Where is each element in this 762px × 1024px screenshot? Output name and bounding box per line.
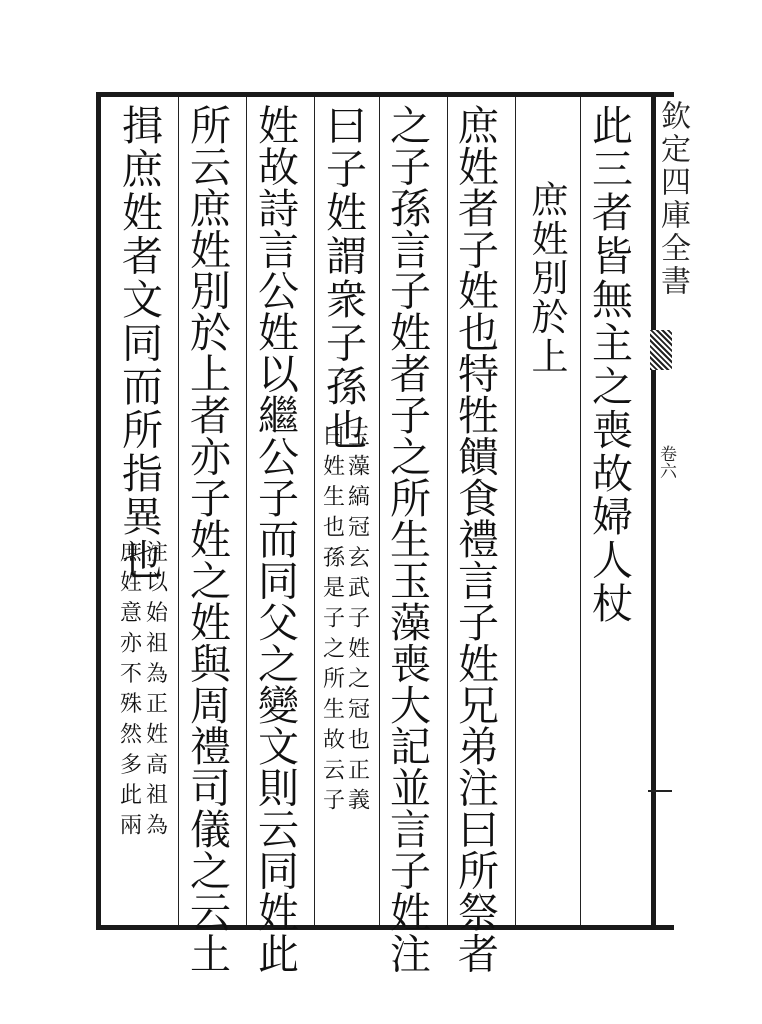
margin-book-title: 欽定四庫全書: [655, 100, 690, 298]
inline-note-line: 曰姓生也孫是子之所生故云子: [319, 424, 345, 819]
margin-volume-label: 卷六: [656, 445, 676, 479]
text-column-4: 之子孫言子姓者子之所生玉藻喪大記並言子姓注: [383, 104, 431, 974]
text-column-1: 此三者皆無主之喪故婦人杖: [585, 104, 633, 626]
inline-note-line: 注以始祖為正姓高祖為: [142, 540, 168, 844]
column-rule: [246, 97, 247, 925]
column-rule: [580, 97, 581, 925]
text-column-6: 姓故詩言公姓以繼公子而同父之變文則云同姓此: [251, 104, 299, 974]
column-rule: [515, 97, 516, 925]
inline-note-line: 庶姓意亦不殊然多此兩: [116, 540, 142, 844]
text-column-2: 庶姓別於上: [525, 180, 568, 377]
column-rule: [178, 97, 179, 925]
text-column-3: 庶姓者子姓也特牲饋食禮言子姓兄弟注曰所祭者: [451, 104, 499, 974]
margin-tick-mark: [648, 790, 672, 792]
text-column-5: 曰子姓謂衆子孫也: [319, 104, 367, 452]
column-rule: [379, 97, 380, 925]
text-column-8: 揖庶姓者文同而所指異也: [115, 104, 163, 583]
page-frame: [96, 92, 656, 974]
column-rule: [314, 97, 315, 925]
margin-seal-mark: [650, 330, 672, 370]
text-column-7: 所云庶姓別於上者亦子姓之姓與周禮司儀之云土: [183, 104, 231, 974]
column-rule: [447, 97, 448, 925]
inline-note-line: 玉藻縞冠玄武子姓之冠也正義: [344, 424, 370, 819]
